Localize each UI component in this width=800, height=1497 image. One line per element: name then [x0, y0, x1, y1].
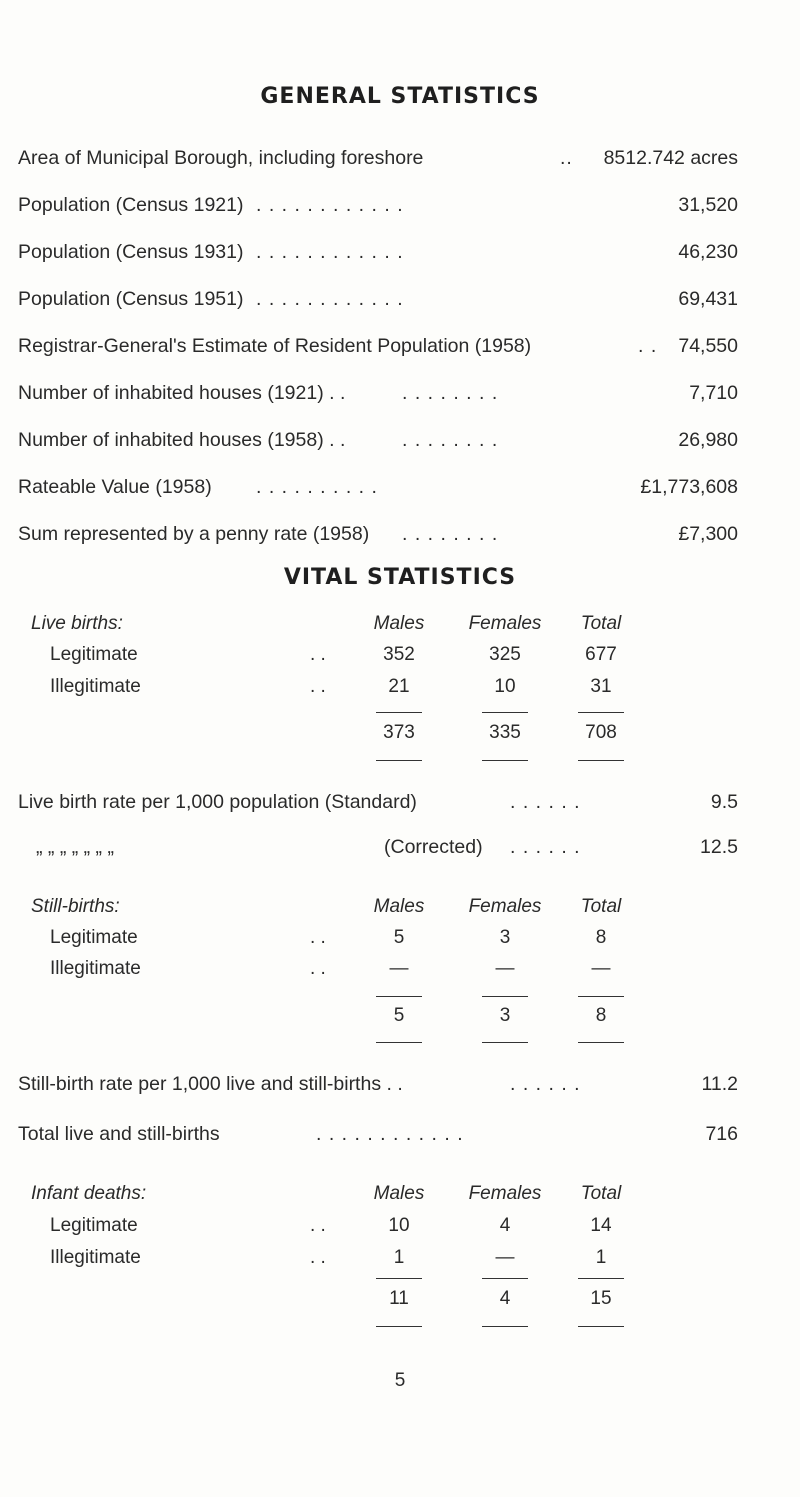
- stat-label: Number of inhabited houses (1921) . .: [18, 382, 346, 404]
- total-all: 15: [590, 1288, 612, 1309]
- row-dots: . .: [310, 644, 326, 665]
- page-number: 5: [394, 1370, 406, 1391]
- cell-females: —: [495, 1247, 515, 1268]
- stat-label: Population (Census 1931): [18, 241, 244, 263]
- illegitimate-label: Illegitimate: [50, 676, 141, 697]
- stat-row-rateable-value: [18, 474, 738, 500]
- row-dots: . .: [310, 676, 326, 697]
- stat-label: Sum represented by a penny rate (1958): [18, 523, 370, 545]
- total-females: 335: [489, 722, 521, 743]
- general-statistics-title: GENERAL STATISTICS: [260, 84, 540, 109]
- illegitimate-label: Illegitimate: [50, 958, 141, 979]
- total-males: 5: [393, 1005, 405, 1026]
- cell-males: 352: [383, 644, 415, 665]
- col-males-header: Males: [373, 1183, 425, 1204]
- live-birth-rate-standard: [18, 789, 738, 815]
- row-dots: . .: [310, 958, 326, 979]
- still-births-heading: Still-births:: [31, 896, 120, 917]
- cell-males: 1: [393, 1247, 405, 1268]
- stat-label: Area of Municipal Borough, including foreshore: [18, 147, 424, 169]
- stat-label: Population (Census 1951): [18, 288, 244, 310]
- stat-value: 31,520: [678, 194, 738, 216]
- stat-label: Registrar-General's Estimate of Resident Population (1958): [18, 335, 532, 357]
- leader-dots: . . . . . . . . . . . .: [256, 241, 404, 263]
- sum-rule: [376, 1042, 422, 1043]
- cell-females: 325: [489, 644, 521, 665]
- sum-rule: [376, 996, 422, 997]
- leader-dots: . . . . . . . . . .: [256, 476, 378, 498]
- stat-label: Population (Census 1921): [18, 194, 244, 216]
- legitimate-label: Legitimate: [50, 927, 138, 948]
- total-all: 708: [585, 722, 617, 743]
- legitimate-label: Legitimate: [50, 644, 138, 665]
- stat-label: Number of inhabited houses (1958) . .: [18, 429, 346, 451]
- cell-total: —: [591, 958, 611, 979]
- leader-dots: . . . . . . . .: [402, 382, 499, 404]
- sum-rule: [578, 712, 624, 713]
- col-total-header: Total: [580, 613, 622, 634]
- col-males-header: Males: [373, 613, 425, 634]
- stat-row-registrar-estimate: [18, 333, 738, 359]
- stat-value: 9.5: [710, 791, 738, 813]
- leader-dots: . . . . . . . . . . . .: [256, 288, 404, 310]
- stat-label: Still-birth rate per 1,000 live and still-births . .: [18, 1073, 403, 1095]
- sum-rule: [578, 1326, 624, 1327]
- cell-males: 10: [388, 1215, 410, 1236]
- col-males-header: Males: [373, 896, 425, 917]
- cell-males: 5: [393, 927, 405, 948]
- stat-value: 8512.742 acres: [603, 147, 738, 169]
- sum-rule: [482, 712, 528, 713]
- cell-females: 3: [499, 927, 511, 948]
- stat-row-houses-1921: [18, 380, 738, 406]
- total-females: 3: [499, 1005, 511, 1026]
- stat-value: £7,300: [678, 523, 738, 545]
- stat-row-census-1921: [18, 192, 738, 218]
- cell-total: 677: [585, 644, 617, 665]
- sum-rule: [578, 996, 624, 997]
- illegitimate-label: Illegitimate: [50, 1247, 141, 1268]
- cell-total: 14: [590, 1215, 612, 1236]
- stat-row-penny-rate: [18, 521, 738, 547]
- infant-deaths-heading: Infant deaths:: [31, 1183, 147, 1204]
- vital-statistics-title: VITAL STATISTICS: [283, 565, 517, 590]
- stat-row-census-1951: [18, 286, 738, 312]
- cell-females: 4: [499, 1215, 511, 1236]
- cell-total: 31: [590, 676, 612, 697]
- row-dots: . .: [310, 1215, 326, 1236]
- stat-value: 716: [705, 1123, 738, 1145]
- col-total-header: Total: [580, 1183, 622, 1204]
- leader-dots: . . . . . .: [510, 836, 581, 858]
- leader-dots: . . . . . .: [510, 1073, 581, 1095]
- leader-dots: ..: [560, 147, 573, 169]
- sum-rule: [482, 1042, 528, 1043]
- stat-value: 46,230: [678, 241, 738, 263]
- still-birth-rate: [18, 1071, 738, 1097]
- live-birth-rate-corrected: [18, 834, 738, 860]
- sum-rule: [482, 996, 528, 997]
- total-live-and-still-births: [18, 1121, 738, 1147]
- stat-label: Rateable Value (1958): [18, 476, 212, 498]
- stat-value: 26,980: [678, 429, 738, 451]
- leader-dots: . . . . . . . .: [402, 429, 499, 451]
- leader-dots: . .: [638, 335, 658, 357]
- col-females-header: Females: [468, 896, 542, 917]
- leader-dots: . . . . . . . . . . . .: [316, 1123, 464, 1145]
- sum-rule: [578, 1278, 624, 1279]
- stat-row-area: [18, 145, 738, 171]
- stat-label: (Corrected): [384, 836, 483, 858]
- cell-total: 1: [595, 1247, 607, 1268]
- sum-rule: [578, 1042, 624, 1043]
- ditto-marks: „ „ „ „ „ „ „: [36, 836, 114, 858]
- col-females-header: Females: [468, 1183, 542, 1204]
- cell-females: —: [495, 958, 515, 979]
- stat-row-houses-1958: [18, 427, 738, 453]
- stat-value: 12.5: [700, 836, 738, 858]
- legitimate-label: Legitimate: [50, 1215, 138, 1236]
- stat-value: 74,550: [678, 335, 738, 357]
- total-males: 11: [389, 1288, 409, 1309]
- total-males: 373: [383, 722, 415, 743]
- sum-rule: [482, 1278, 528, 1279]
- col-females-header: Females: [468, 613, 542, 634]
- sum-rule: [376, 1326, 422, 1327]
- leader-dots: . . . . . .: [510, 791, 581, 813]
- sum-rule: [578, 760, 624, 761]
- total-females: 4: [499, 1288, 511, 1309]
- row-dots: . .: [310, 927, 326, 948]
- stat-row-census-1931: [18, 239, 738, 265]
- sum-rule: [376, 760, 422, 761]
- total-all: 8: [595, 1005, 607, 1026]
- live-births-heading: Live births:: [31, 613, 123, 634]
- stat-label: Total live and still-births: [18, 1123, 220, 1145]
- sum-rule: [482, 760, 528, 761]
- stat-value: 11.2: [701, 1073, 738, 1095]
- cell-males: 21: [388, 676, 410, 697]
- stat-label: Live birth rate per 1,000 population (Standard): [18, 791, 417, 813]
- stat-value: 69,431: [678, 288, 738, 310]
- cell-females: 10: [494, 676, 516, 697]
- sum-rule: [376, 1278, 422, 1279]
- cell-males: —: [389, 958, 409, 979]
- sum-rule: [482, 1326, 528, 1327]
- leader-dots: . . . . . . . . . . . .: [256, 194, 404, 216]
- cell-total: 8: [595, 927, 607, 948]
- sum-rule: [376, 712, 422, 713]
- stat-value: 7,710: [689, 382, 738, 404]
- col-total-header: Total: [580, 896, 622, 917]
- stat-value: £1,773,608: [640, 476, 738, 498]
- leader-dots: . . . . . . . .: [402, 523, 499, 545]
- row-dots: . .: [310, 1247, 326, 1268]
